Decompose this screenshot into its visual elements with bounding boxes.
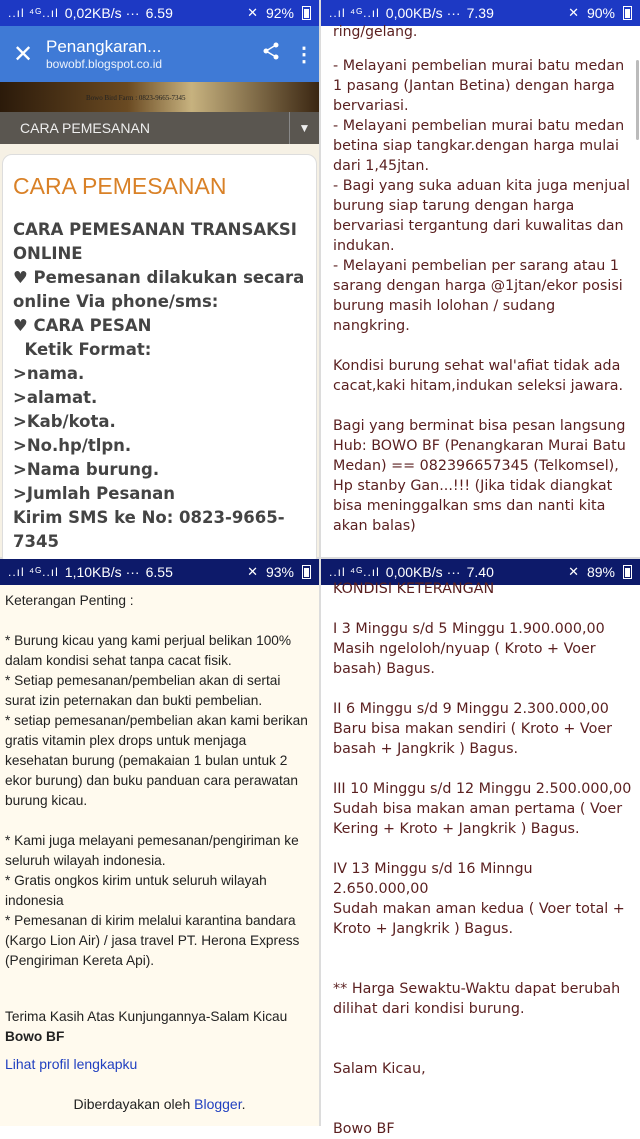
battery-percent: 90%: [586, 5, 615, 21]
scrollbar[interactable]: [636, 60, 639, 140]
mute-icon: ✕: [568, 564, 579, 579]
battery-percent: 92%: [265, 5, 294, 21]
network-speed: 0,00KB/s: [385, 564, 443, 580]
close-icon[interactable]: ✕: [12, 40, 34, 68]
post-body: - Melayani pembelian murai batu medan 1 pasang (Jantan Betina) dengan harga bervariasi. - Melayani pembelian murai batu medan betina siap tangkar.dengan harga mulai dari 1,45jtan. - Bagi yang suka aduan kita juga menjual burung siap tarung dengan harga bervariasi tergantung dari kuwalitas dan indukan. - Melayani pembelian per sarang atau 1 sarang dengan harga @1jtan/ekor posisi burung masih lolohan / sudang nangkring. Kondisi burung sehat wal'afiat tidak ada cacat,kaki hitam,indukan seleksi jawara. Bagi yang berminat bisa pesan langsung Hub: BOWO BF (Penangkaran Murai Batu Medan) == 082396657345 (Telkomsel), Hp stanby Gan...!!! (Jika tidak diangkat bisa meninggalkan sms dan nanti kita akan balas): [333, 58, 631, 534]
post-heading: CARA PEMESANAN: [13, 173, 227, 199]
more-notifications-icon: ···: [446, 564, 461, 580]
signal-icon: ..ıl ⁴ᴳ..ıl: [8, 565, 59, 579]
powered-suffix: .: [241, 1096, 246, 1112]
battery-percent: 93%: [265, 564, 294, 580]
page-title: Penangkaran...: [46, 37, 162, 56]
signal-icon: ..ıl ⁴ᴳ..ıl: [329, 565, 380, 579]
screenshot-panel-3: [0, 559, 319, 1126]
blog-header-banner: [0, 82, 319, 112]
post-body: CARA PEMESANAN TRANSAKSI ONLINE ♥ Pemesanan dilakukan secara online Via phone/sms: ♥ CARA PESAN Ketik Format: >nama. >alamat. >Kab/kota. >No.hp/tlpn. >Nama burung. >Jumlah Pesanan Kirim SMS ke No: 0823-9665-7345: [13, 220, 305, 551]
powered-prefix: Diberdayakan oleh: [73, 1096, 191, 1112]
profile-link[interactable]: Lihat profil lengkapku: [5, 1056, 138, 1072]
screenshot-panel-2: [321, 0, 640, 557]
network-speed: 1,10KB/s: [64, 564, 122, 580]
more-options-icon[interactable]: ⋮: [294, 43, 314, 66]
page-url: bowobf.blogspot.co.id: [46, 57, 163, 71]
signal-icon: ..ıl ⁴ᴳ..ıl: [8, 6, 59, 20]
battery-icon: [623, 565, 632, 579]
blogger-link[interactable]: Blogger: [194, 1096, 242, 1112]
screenshot-panel-4: [321, 559, 640, 1137]
post-body: Keterangan Penting : * Burung kicau yang kami perjual belikan 100% dalam kondisi sehat tanpa cacat fisik. * Setiap pemesanan/pembelian akan di sertai surat izin peternakan dan bukti pembelian. * setiap pemesanan/pembelian akan kami berikan gratis vitamin plex drops untuk menjaga kesehatan burung (pemakaian 1 bulan untuk 2 ekor burung) dan buku panduan cara perawatan burung kicau. * Kami juga melayani pemesanan/pengiriman ke seluruh wilayah indonesia. * Gratis ongkos kirim untuk seluruh wilayah indonesia * Pemesanan di kirim melalui karantina bandara (Kargo Lion Air) / jasa travel PT. Herona Express (Pengiriman Kereta Api).: [5, 593, 308, 968]
status-bar: [0, 559, 319, 585]
more-notifications-icon: ···: [125, 5, 140, 21]
menu-selected-label: CARA PEMESANAN: [20, 120, 150, 136]
chevron-down-icon[interactable]: ▼: [289, 112, 319, 144]
thanks-text: Terima Kasih Atas Kunjungannya-Salam Kicau: [5, 1009, 288, 1024]
network-speed: 0,00KB/s: [385, 5, 443, 21]
mute-icon: ✕: [568, 5, 579, 20]
more-notifications-icon: ···: [125, 564, 140, 580]
signal-icon: ..ıl ⁴ᴳ..ıl: [329, 6, 380, 20]
status-time: 6.55: [145, 564, 173, 580]
content-card: [2, 154, 317, 567]
battery-icon: [302, 565, 311, 579]
status-bar: [321, 0, 640, 26]
status-time: 6.59: [145, 5, 173, 21]
post-body: KONDISI KETERANGAN I 3 Minggu s/d 5 Minggu 1.900.000,00 Masih ngeloloh/nyuap ( Kroto + Voer basah) Bagus. II 6 Minggu s/d 9 Minggu 2.300.000,00 Baru bisa makan sendiri ( Kroto + Voer basah + Jangkrik ) Bagus. III 10 Minggu s/d 12 Minggu 2.500.000,00 Sudah bisa makan aman pertama ( Voer Kering + Kroto + Jangkrik ) Bagus. IV 13 Minggu s/d 16 Minngu 2.650.000,00 Sudah makan aman kedua ( Voer total + Kroto + Jangkrik ) Bagus. ** Harga Sewaktu-Waktu dapat berubah dilihat dari kondisi burung. Salam Kicau, Bowo BF: [333, 581, 632, 1137]
browser-app-bar: [0, 26, 319, 82]
cut-off-text: ring/gelang.: [333, 24, 418, 40]
more-notifications-icon: ···: [446, 5, 461, 21]
powered-by: [0, 1096, 319, 1112]
battery-percent: 89%: [586, 564, 615, 580]
mute-icon: ✕: [247, 564, 258, 579]
banner-text: Bowo Bird Farm : 0823-9665-7345: [86, 94, 186, 102]
status-time: 7.39: [466, 5, 494, 21]
author-name: Bowo BF: [5, 1029, 65, 1044]
mute-icon: ✕: [247, 5, 258, 20]
network-speed: 0,02KB/s: [64, 5, 122, 21]
status-time: 7.40: [466, 564, 494, 580]
post-signature: [5, 1007, 287, 1047]
page-menu-dropdown[interactable]: [0, 112, 319, 144]
battery-icon: [623, 6, 632, 20]
status-bar: [0, 0, 319, 26]
battery-icon: [302, 6, 311, 20]
share-icon[interactable]: [253, 42, 289, 66]
screenshot-panel-1: [0, 0, 319, 557]
